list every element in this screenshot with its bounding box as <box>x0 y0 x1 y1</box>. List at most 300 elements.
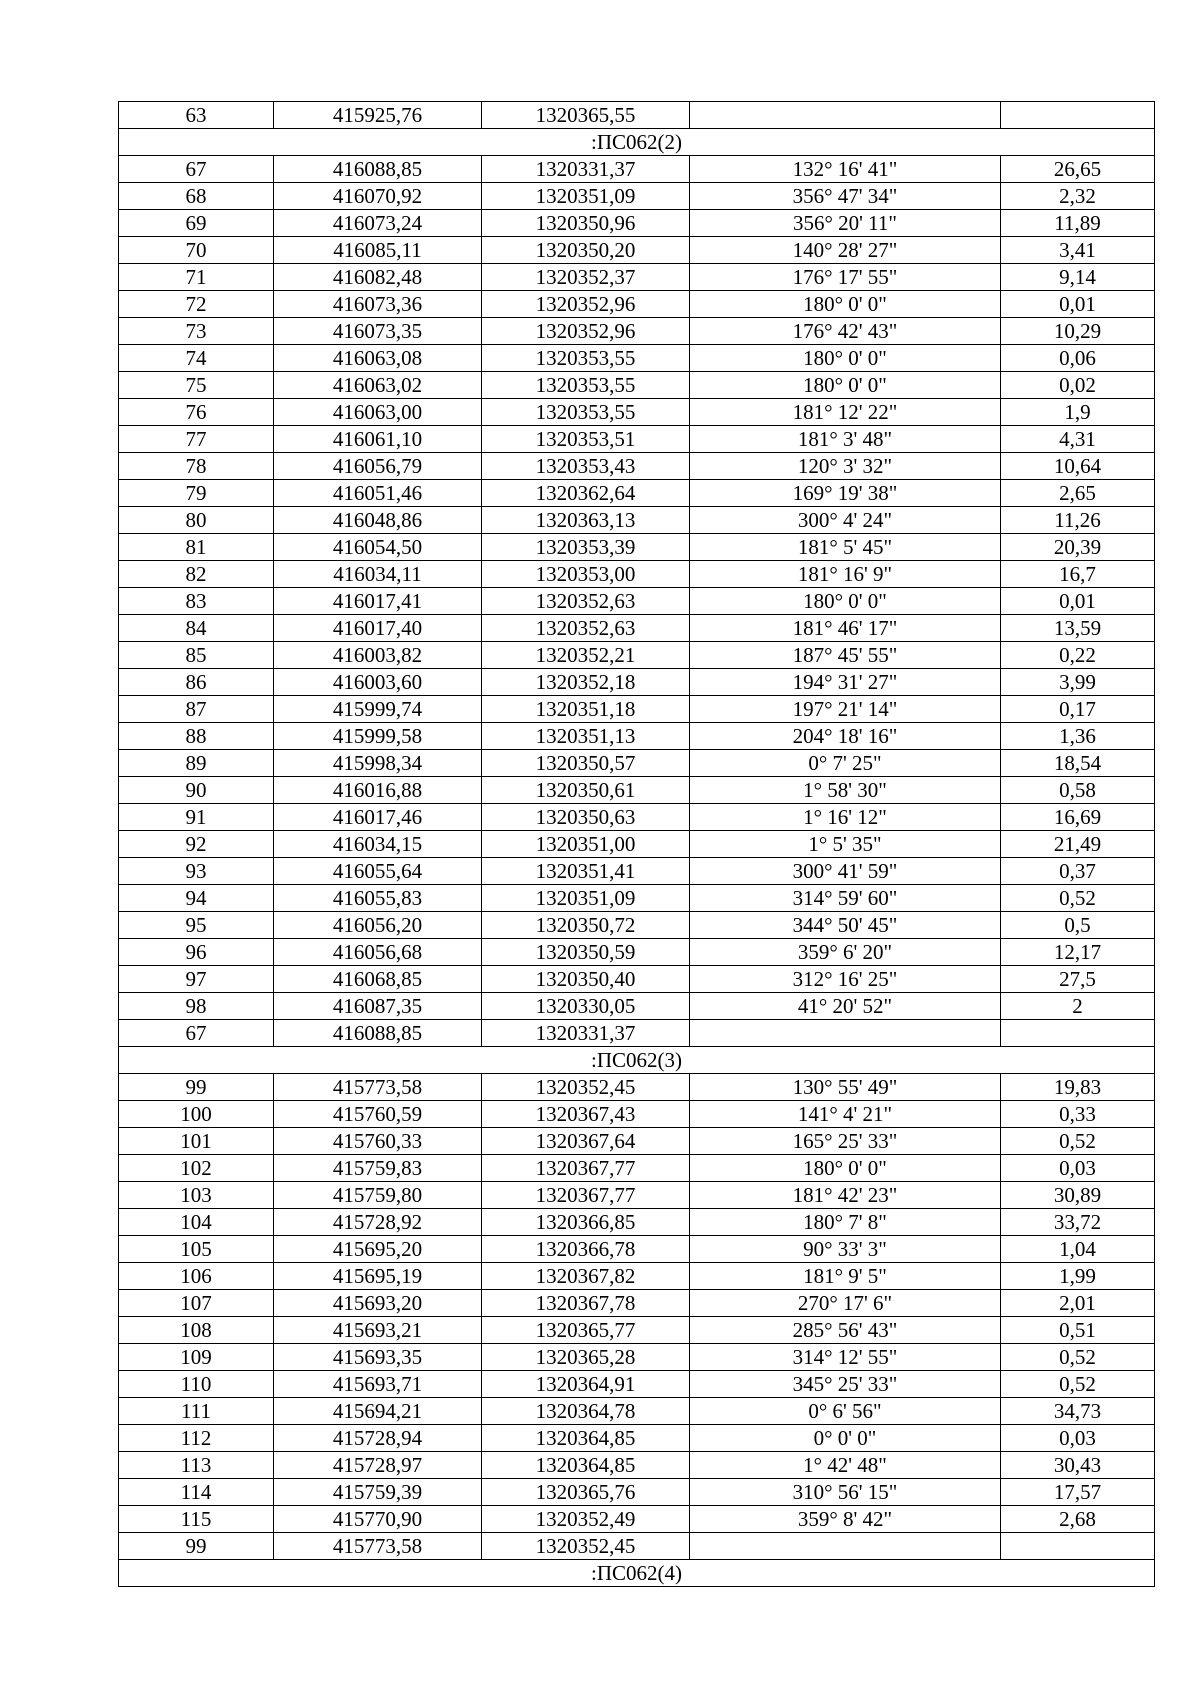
table-row <box>119 1020 1155 1047</box>
y-coordinate-cell: 1320352,49 <box>482 1506 690 1533</box>
x-coordinate-cell: 415693,20 <box>274 1290 482 1317</box>
x-coordinate-cell: 416085,11 <box>274 237 482 264</box>
point-number-cell: 83 <box>119 588 274 615</box>
y-coordinate-cell: 1320352,96 <box>482 291 690 318</box>
x-coordinate-cell: 416016,88 <box>274 777 482 804</box>
point-number-cell: 69 <box>119 210 274 237</box>
distance-cell: 0,5 <box>1001 912 1155 939</box>
direction-angle-cell: 356° 20' 11" <box>690 210 1001 237</box>
table-row <box>119 966 1155 993</box>
direction-angle-cell: 0° 0' 0" <box>690 1425 1001 1452</box>
distance-cell <box>1001 1533 1155 1560</box>
x-coordinate-cell: 416056,79 <box>274 453 482 480</box>
table-row <box>119 1074 1155 1101</box>
direction-angle-cell: 194° 31' 27" <box>690 669 1001 696</box>
y-coordinate-cell: 1320352,63 <box>482 588 690 615</box>
point-number-cell: 112 <box>119 1425 274 1452</box>
y-coordinate-cell: 1320350,63 <box>482 804 690 831</box>
table-row <box>119 399 1155 426</box>
distance-cell: 0,51 <box>1001 1317 1155 1344</box>
point-number-cell: 79 <box>119 480 274 507</box>
y-coordinate-cell: 1320367,78 <box>482 1290 690 1317</box>
direction-angle-cell: 1° 5' 35" <box>690 831 1001 858</box>
table-row <box>119 1506 1155 1533</box>
table-row <box>119 777 1155 804</box>
section-title: :ПС062(3) <box>119 1047 1155 1074</box>
y-coordinate-cell: 1320353,43 <box>482 453 690 480</box>
y-coordinate-cell: 1320351,09 <box>482 183 690 210</box>
x-coordinate-cell: 416017,46 <box>274 804 482 831</box>
point-number-cell: 113 <box>119 1452 274 1479</box>
y-coordinate-cell: 1320352,45 <box>482 1533 690 1560</box>
table-row <box>119 1155 1155 1182</box>
y-coordinate-cell: 1320367,77 <box>482 1182 690 1209</box>
direction-angle-cell: 181° 3' 48" <box>690 426 1001 453</box>
distance-cell: 11,89 <box>1001 210 1155 237</box>
section-title: :ПС062(2) <box>119 129 1155 156</box>
distance-cell: 2,32 <box>1001 183 1155 210</box>
direction-angle-cell: 181° 5' 45" <box>690 534 1001 561</box>
point-number-cell: 68 <box>119 183 274 210</box>
x-coordinate-cell: 416003,60 <box>274 669 482 696</box>
x-coordinate-cell: 415999,58 <box>274 723 482 750</box>
point-number-cell: 85 <box>119 642 274 669</box>
distance-cell: 17,57 <box>1001 1479 1155 1506</box>
distance-cell: 2,68 <box>1001 1506 1155 1533</box>
y-coordinate-cell: 1320353,55 <box>482 399 690 426</box>
direction-angle-cell <box>690 1020 1001 1047</box>
distance-cell: 0,52 <box>1001 1128 1155 1155</box>
point-number-cell: 67 <box>119 1020 274 1047</box>
y-coordinate-cell: 1320350,57 <box>482 750 690 777</box>
direction-angle-cell: 314° 59' 60" <box>690 885 1001 912</box>
table-row <box>119 507 1155 534</box>
coordinates-table-body <box>119 102 1155 1587</box>
y-coordinate-cell: 1320363,13 <box>482 507 690 534</box>
point-number-cell: 88 <box>119 723 274 750</box>
distance-cell: 0,52 <box>1001 885 1155 912</box>
distance-cell: 0,03 <box>1001 1155 1155 1182</box>
point-number-cell: 89 <box>119 750 274 777</box>
x-coordinate-cell: 415773,58 <box>274 1533 482 1560</box>
point-number-cell: 77 <box>119 426 274 453</box>
direction-angle-cell: 356° 47' 34" <box>690 183 1001 210</box>
y-coordinate-cell: 1320331,37 <box>482 156 690 183</box>
distance-cell: 13,59 <box>1001 615 1155 642</box>
y-coordinate-cell: 1320365,28 <box>482 1344 690 1371</box>
distance-cell: 10,29 <box>1001 318 1155 345</box>
direction-angle-cell: 181° 12' 22" <box>690 399 1001 426</box>
table-row <box>119 1344 1155 1371</box>
point-number-cell: 101 <box>119 1128 274 1155</box>
x-coordinate-cell: 415760,59 <box>274 1101 482 1128</box>
direction-angle-cell: 1° 16' 12" <box>690 804 1001 831</box>
x-coordinate-cell: 416088,85 <box>274 156 482 183</box>
x-coordinate-cell: 416073,36 <box>274 291 482 318</box>
table-row <box>119 480 1155 507</box>
direction-angle-cell: 120° 3' 32" <box>690 453 1001 480</box>
direction-angle-cell: 141° 4' 21" <box>690 1101 1001 1128</box>
point-number-cell: 75 <box>119 372 274 399</box>
y-coordinate-cell: 1320351,41 <box>482 858 690 885</box>
y-coordinate-cell: 1320351,18 <box>482 696 690 723</box>
direction-angle-cell: 180° 0' 0" <box>690 291 1001 318</box>
x-coordinate-cell: 416034,11 <box>274 561 482 588</box>
distance-cell: 0,33 <box>1001 1101 1155 1128</box>
table-row <box>119 1128 1155 1155</box>
x-coordinate-cell: 415999,74 <box>274 696 482 723</box>
direction-angle-cell: 90° 33' 3" <box>690 1236 1001 1263</box>
table-row <box>119 831 1155 858</box>
table-row <box>119 723 1155 750</box>
point-number-cell: 111 <box>119 1398 274 1425</box>
point-number-cell: 99 <box>119 1533 274 1560</box>
direction-angle-cell: 181° 46' 17" <box>690 615 1001 642</box>
distance-cell: 26,65 <box>1001 156 1155 183</box>
point-number-cell: 72 <box>119 291 274 318</box>
y-coordinate-cell: 1320353,51 <box>482 426 690 453</box>
table-row <box>119 1209 1155 1236</box>
distance-cell: 0,01 <box>1001 291 1155 318</box>
x-coordinate-cell: 416054,50 <box>274 534 482 561</box>
y-coordinate-cell: 1320364,91 <box>482 1371 690 1398</box>
direction-angle-cell: 181° 16' 9" <box>690 561 1001 588</box>
direction-angle-cell: 314° 12' 55" <box>690 1344 1001 1371</box>
direction-angle-cell: 180° 0' 0" <box>690 588 1001 615</box>
x-coordinate-cell: 415773,58 <box>274 1074 482 1101</box>
y-coordinate-cell: 1320330,05 <box>482 993 690 1020</box>
distance-cell: 1,04 <box>1001 1236 1155 1263</box>
x-coordinate-cell: 416063,00 <box>274 399 482 426</box>
distance-cell: 2 <box>1001 993 1155 1020</box>
y-coordinate-cell: 1320352,21 <box>482 642 690 669</box>
direction-angle-cell: 197° 21' 14" <box>690 696 1001 723</box>
direction-angle-cell: 310° 56' 15" <box>690 1479 1001 1506</box>
direction-angle-cell: 359° 6' 20" <box>690 939 1001 966</box>
x-coordinate-cell: 415925,76 <box>274 102 482 129</box>
direction-angle-cell: 359° 8' 42" <box>690 1506 1001 1533</box>
x-coordinate-cell: 416073,24 <box>274 210 482 237</box>
point-number-cell: 80 <box>119 507 274 534</box>
table-row <box>119 345 1155 372</box>
table-row <box>119 183 1155 210</box>
point-number-cell: 70 <box>119 237 274 264</box>
x-coordinate-cell: 416056,68 <box>274 939 482 966</box>
x-coordinate-cell: 415695,20 <box>274 1236 482 1263</box>
distance-cell: 1,9 <box>1001 399 1155 426</box>
y-coordinate-cell: 1320350,40 <box>482 966 690 993</box>
section-header-row <box>119 1047 1155 1074</box>
table-row <box>119 291 1155 318</box>
table-row <box>119 264 1155 291</box>
section-header-row <box>119 1560 1155 1587</box>
point-number-cell: 108 <box>119 1317 274 1344</box>
table-row <box>119 156 1155 183</box>
distance-cell: 20,39 <box>1001 534 1155 561</box>
x-coordinate-cell: 416063,08 <box>274 345 482 372</box>
point-number-cell: 98 <box>119 993 274 1020</box>
table-row <box>119 858 1155 885</box>
distance-cell: 30,43 <box>1001 1452 1155 1479</box>
point-number-cell: 104 <box>119 1209 274 1236</box>
distance-cell: 18,54 <box>1001 750 1155 777</box>
x-coordinate-cell: 415694,21 <box>274 1398 482 1425</box>
y-coordinate-cell: 1320331,37 <box>482 1020 690 1047</box>
table-row <box>119 372 1155 399</box>
distance-cell: 10,64 <box>1001 453 1155 480</box>
direction-angle-cell: 180° 0' 0" <box>690 372 1001 399</box>
x-coordinate-cell: 416073,35 <box>274 318 482 345</box>
table-row <box>119 750 1155 777</box>
y-coordinate-cell: 1320367,43 <box>482 1101 690 1128</box>
direction-angle-cell: 140° 28' 27" <box>690 237 1001 264</box>
point-number-cell: 71 <box>119 264 274 291</box>
x-coordinate-cell: 415770,90 <box>274 1506 482 1533</box>
distance-cell: 0,58 <box>1001 777 1155 804</box>
distance-cell: 11,26 <box>1001 507 1155 534</box>
point-number-cell: 93 <box>119 858 274 885</box>
point-number-cell: 102 <box>119 1155 274 1182</box>
x-coordinate-cell: 415728,97 <box>274 1452 482 1479</box>
x-coordinate-cell: 416034,15 <box>274 831 482 858</box>
point-number-cell: 103 <box>119 1182 274 1209</box>
point-number-cell: 100 <box>119 1101 274 1128</box>
y-coordinate-cell: 1320364,78 <box>482 1398 690 1425</box>
point-number-cell: 106 <box>119 1263 274 1290</box>
y-coordinate-cell: 1320351,09 <box>482 885 690 912</box>
direction-angle-cell: 181° 42' 23" <box>690 1182 1001 1209</box>
point-number-cell: 81 <box>119 534 274 561</box>
table-row <box>119 453 1155 480</box>
table-row <box>119 1371 1155 1398</box>
direction-angle-cell: 169° 19' 38" <box>690 480 1001 507</box>
direction-angle-cell: 1° 58' 30" <box>690 777 1001 804</box>
x-coordinate-cell: 415760,33 <box>274 1128 482 1155</box>
distance-cell: 3,99 <box>1001 669 1155 696</box>
y-coordinate-cell: 1320353,00 <box>482 561 690 588</box>
distance-cell: 4,31 <box>1001 426 1155 453</box>
direction-angle-cell: 300° 41' 59" <box>690 858 1001 885</box>
table-row <box>119 912 1155 939</box>
table-row <box>119 615 1155 642</box>
distance-cell <box>1001 1020 1155 1047</box>
direction-angle-cell: 180° 0' 0" <box>690 345 1001 372</box>
direction-angle-cell: 285° 56' 43" <box>690 1317 1001 1344</box>
y-coordinate-cell: 1320352,37 <box>482 264 690 291</box>
coordinates-table <box>118 101 1155 1587</box>
direction-angle-cell: 270° 17' 6" <box>690 1290 1001 1317</box>
y-coordinate-cell: 1320350,61 <box>482 777 690 804</box>
point-number-cell: 107 <box>119 1290 274 1317</box>
distance-cell: 33,72 <box>1001 1209 1155 1236</box>
x-coordinate-cell: 415759,39 <box>274 1479 482 1506</box>
table-row <box>119 1182 1155 1209</box>
y-coordinate-cell: 1320350,20 <box>482 237 690 264</box>
direction-angle-cell: 345° 25' 33" <box>690 1371 1001 1398</box>
x-coordinate-cell: 415693,71 <box>274 1371 482 1398</box>
table-row <box>119 939 1155 966</box>
y-coordinate-cell: 1320350,96 <box>482 210 690 237</box>
direction-angle-cell: 165° 25' 33" <box>690 1128 1001 1155</box>
point-number-cell: 94 <box>119 885 274 912</box>
point-number-cell: 86 <box>119 669 274 696</box>
distance-cell: 30,89 <box>1001 1182 1155 1209</box>
distance-cell: 0,52 <box>1001 1371 1155 1398</box>
x-coordinate-cell: 416056,20 <box>274 912 482 939</box>
x-coordinate-cell: 416063,02 <box>274 372 482 399</box>
table-row <box>119 1290 1155 1317</box>
x-coordinate-cell: 415759,80 <box>274 1182 482 1209</box>
point-number-cell: 63 <box>119 102 274 129</box>
distance-cell: 0,37 <box>1001 858 1155 885</box>
direction-angle-cell: 312° 16' 25" <box>690 966 1001 993</box>
x-coordinate-cell: 415693,35 <box>274 1344 482 1371</box>
distance-cell: 0,06 <box>1001 345 1155 372</box>
table-row <box>119 1398 1155 1425</box>
y-coordinate-cell: 1320353,39 <box>482 534 690 561</box>
point-number-cell: 67 <box>119 156 274 183</box>
x-coordinate-cell: 416048,86 <box>274 507 482 534</box>
table-row <box>119 318 1155 345</box>
x-coordinate-cell: 416055,83 <box>274 885 482 912</box>
table-row <box>119 1317 1155 1344</box>
y-coordinate-cell: 1320351,00 <box>482 831 690 858</box>
distance-cell: 0,22 <box>1001 642 1155 669</box>
distance-cell: 0,01 <box>1001 588 1155 615</box>
table-row <box>119 642 1155 669</box>
direction-angle-cell: 180° 0' 0" <box>690 1155 1001 1182</box>
y-coordinate-cell: 1320362,64 <box>482 480 690 507</box>
point-number-cell: 105 <box>119 1236 274 1263</box>
x-coordinate-cell: 415728,92 <box>274 1209 482 1236</box>
y-coordinate-cell: 1320367,77 <box>482 1155 690 1182</box>
table-row <box>119 804 1155 831</box>
point-number-cell: 78 <box>119 453 274 480</box>
direction-angle-cell: 176° 17' 55" <box>690 264 1001 291</box>
y-coordinate-cell: 1320353,55 <box>482 372 690 399</box>
distance-cell: 21,49 <box>1001 831 1155 858</box>
x-coordinate-cell: 415998,34 <box>274 750 482 777</box>
x-coordinate-cell: 415695,19 <box>274 1263 482 1290</box>
table-row <box>119 1425 1155 1452</box>
x-coordinate-cell: 416088,85 <box>274 1020 482 1047</box>
distance-cell: 16,69 <box>1001 804 1155 831</box>
direction-angle-cell: 41° 20' 52" <box>690 993 1001 1020</box>
point-number-cell: 114 <box>119 1479 274 1506</box>
point-number-cell: 87 <box>119 696 274 723</box>
table-row <box>119 210 1155 237</box>
point-number-cell: 96 <box>119 939 274 966</box>
table-row <box>119 993 1155 1020</box>
table-row <box>119 588 1155 615</box>
direction-angle-cell: 132° 16' 41" <box>690 156 1001 183</box>
point-number-cell: 74 <box>119 345 274 372</box>
distance-cell: 9,14 <box>1001 264 1155 291</box>
table-row <box>119 534 1155 561</box>
direction-angle-cell <box>690 1533 1001 1560</box>
x-coordinate-cell: 416061,10 <box>274 426 482 453</box>
x-coordinate-cell: 415759,83 <box>274 1155 482 1182</box>
y-coordinate-cell: 1320366,85 <box>482 1209 690 1236</box>
x-coordinate-cell: 415693,21 <box>274 1317 482 1344</box>
x-coordinate-cell: 416017,40 <box>274 615 482 642</box>
x-coordinate-cell: 416082,48 <box>274 264 482 291</box>
point-number-cell: 110 <box>119 1371 274 1398</box>
point-number-cell: 76 <box>119 399 274 426</box>
point-number-cell: 92 <box>119 831 274 858</box>
direction-angle-cell: 187° 45' 55" <box>690 642 1001 669</box>
y-coordinate-cell: 1320350,72 <box>482 912 690 939</box>
table-row <box>119 1101 1155 1128</box>
table-row <box>119 561 1155 588</box>
y-coordinate-cell: 1320365,55 <box>482 102 690 129</box>
table-row <box>119 696 1155 723</box>
table-row <box>119 1479 1155 1506</box>
table-row <box>119 885 1155 912</box>
y-coordinate-cell: 1320352,18 <box>482 669 690 696</box>
table-row <box>119 1263 1155 1290</box>
distance-cell: 27,5 <box>1001 966 1155 993</box>
distance-cell: 0,02 <box>1001 372 1155 399</box>
point-number-cell: 97 <box>119 966 274 993</box>
point-number-cell: 73 <box>119 318 274 345</box>
y-coordinate-cell: 1320351,13 <box>482 723 690 750</box>
y-coordinate-cell: 1320352,96 <box>482 318 690 345</box>
direction-angle-cell: 180° 7' 8" <box>690 1209 1001 1236</box>
section-title: :ПС062(4) <box>119 1560 1155 1587</box>
distance-cell: 0,17 <box>1001 696 1155 723</box>
point-number-cell: 91 <box>119 804 274 831</box>
direction-angle-cell: 0° 6' 56" <box>690 1398 1001 1425</box>
y-coordinate-cell: 1320367,82 <box>482 1263 690 1290</box>
table-row <box>119 669 1155 696</box>
y-coordinate-cell: 1320353,55 <box>482 345 690 372</box>
section-header-row <box>119 129 1155 156</box>
point-number-cell: 109 <box>119 1344 274 1371</box>
point-number-cell: 84 <box>119 615 274 642</box>
x-coordinate-cell: 416087,35 <box>274 993 482 1020</box>
distance-cell: 34,73 <box>1001 1398 1155 1425</box>
direction-angle-cell: 0° 7' 25" <box>690 750 1001 777</box>
y-coordinate-cell: 1320364,85 <box>482 1452 690 1479</box>
x-coordinate-cell: 416003,82 <box>274 642 482 669</box>
distance-cell: 19,83 <box>1001 1074 1155 1101</box>
table-row <box>119 1452 1155 1479</box>
distance-cell: 12,17 <box>1001 939 1155 966</box>
distance-cell: 1,36 <box>1001 723 1155 750</box>
distance-cell: 0,03 <box>1001 1425 1155 1452</box>
point-number-cell: 95 <box>119 912 274 939</box>
table-row <box>119 237 1155 264</box>
y-coordinate-cell: 1320350,59 <box>482 939 690 966</box>
direction-angle-cell: 130° 55' 49" <box>690 1074 1001 1101</box>
y-coordinate-cell: 1320366,78 <box>482 1236 690 1263</box>
point-number-cell: 115 <box>119 1506 274 1533</box>
x-coordinate-cell: 415728,94 <box>274 1425 482 1452</box>
point-number-cell: 90 <box>119 777 274 804</box>
y-coordinate-cell: 1320352,45 <box>482 1074 690 1101</box>
distance-cell: 2,01 <box>1001 1290 1155 1317</box>
x-coordinate-cell: 416051,46 <box>274 480 482 507</box>
x-coordinate-cell: 416055,64 <box>274 858 482 885</box>
direction-angle-cell: 204° 18' 16" <box>690 723 1001 750</box>
x-coordinate-cell: 416070,92 <box>274 183 482 210</box>
table-row <box>119 1533 1155 1560</box>
y-coordinate-cell: 1320364,85 <box>482 1425 690 1452</box>
point-number-cell: 99 <box>119 1074 274 1101</box>
y-coordinate-cell: 1320352,63 <box>482 615 690 642</box>
x-coordinate-cell: 416017,41 <box>274 588 482 615</box>
